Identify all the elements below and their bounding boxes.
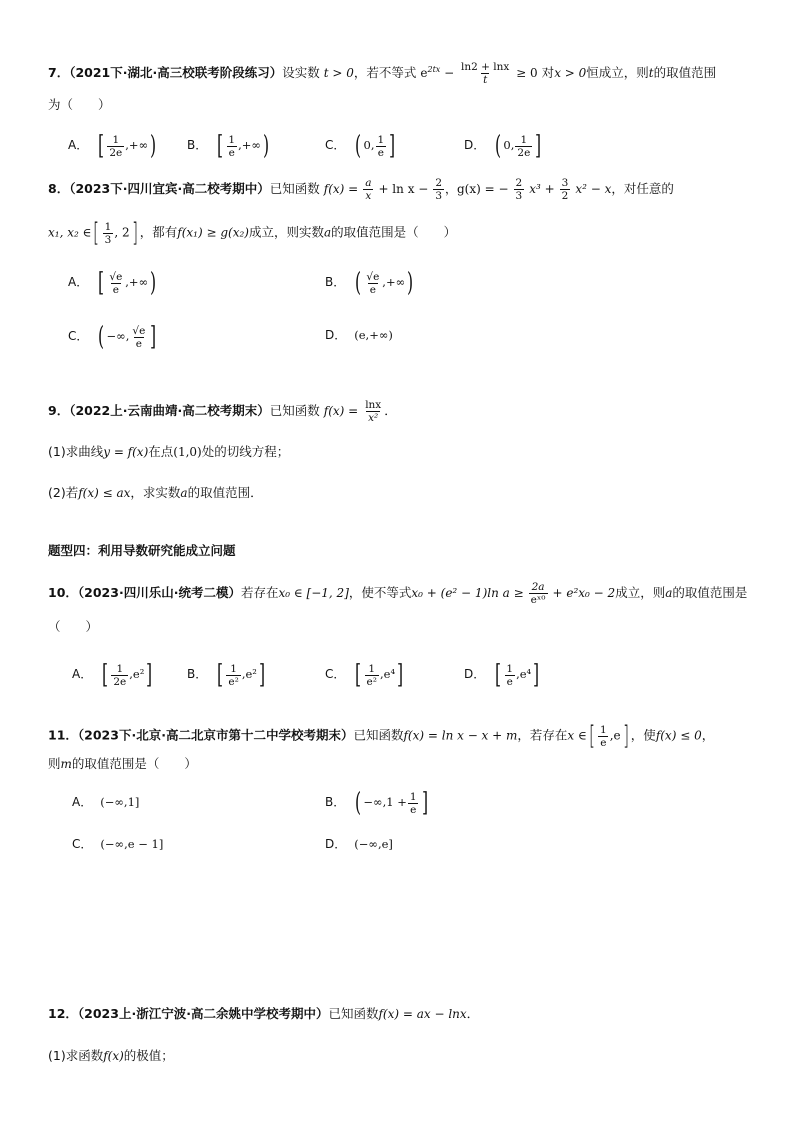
question-8-line-1: 8．（2023下·四川宜宾·高二校考期中）已知函数 f(x) = $\frac{a}{x}$ + ln x − $\frac{2}{3}$ ，g(x) = − $\frac{2}{3}$ x³ + $\frac{3}{2}$ x² − x，对任意的 <box>48 177 674 202</box>
q8-option-a[interactable]: A． [ $\frac{√e}{e}$ ,+∞) <box>68 268 157 298</box>
q7-inequality: $e^{2tx}$ − $\frac{\ln 2 + \ln x}{t}$ ≥ 0 <box>420 61 538 86</box>
question-7-line-1: 7．（2021下·湖北·高三校联考阶段练习）设实数 t > 0，若不等式 $e^{2tx}$ − $\frac{\ln 2 + \ln x}{t}$ ≥ 0 对x > 0恒成立，则t的取值范围 <box>48 61 717 86</box>
question-7-line-2: 为（ ） <box>48 97 111 112</box>
question-10-line-1: 10．（2023·四川乐山·统考二模）若存在x₀ ∈ [−1, 2]，使不等式x₀ + (e² − 1)ln a ≥ $\frac{2a}{\text{eˣ⁰}}$ + e²x₀ − 2成立，则a的取值范围是 <box>48 581 748 606</box>
question-12-part-1: (1)求函数f(x)的极值； <box>48 1048 174 1063</box>
q10-number: 10． <box>48 585 78 600</box>
q7-source: （2021下·湖北·高三校联考阶段练习） <box>69 65 283 80</box>
q12-source: （2023上·浙江宁波·高二余姚中学校考期中） <box>77 1006 329 1021</box>
q7-option-a[interactable]: A． [ $\frac{1}{2e}$ ,+∞) <box>68 131 157 161</box>
q11-option-d[interactable]: D． (−∞,e] <box>325 837 393 851</box>
q9-source: （2022上·云南曲靖·高二校考期末） <box>69 403 270 418</box>
q7-option-b[interactable]: B． [ $\frac{1}{e}$ ,+∞) <box>187 131 270 161</box>
question-9-line-1: 9．（2022上·云南曲靖·高二校考期末）已知函数 f(x) = $\frac{\ln x}{\text{x²}}$ ． <box>48 399 397 424</box>
q12-number: 12． <box>48 1006 78 1021</box>
q7-option-c[interactable]: C． ( 0, $\frac{1}{e}$ ] <box>325 131 396 161</box>
question-9-part-1: (1)求曲线y = f(x)在点(1,0)处的切线方程； <box>48 444 290 459</box>
q10-option-b[interactable]: B． [ $\frac{1}{\text{e²}}$ ,e²] <box>187 660 266 690</box>
q10-source: （2023·四川乐山·统考二模） <box>77 585 241 600</box>
q8-source: （2023下·四川宜宾·高二校考期中） <box>69 181 270 196</box>
q11-source: （2023下·北京·高二北京市第十二中学校考期末） <box>77 727 354 743</box>
q7-number: 7． <box>48 65 70 80</box>
q11-option-a[interactable]: A． (−∞,1] <box>72 795 140 809</box>
q8-number: 8． <box>48 181 70 196</box>
question-11-line-1: 11．（2023下·北京·高二北京市第十二中学校考期末）已知函数f(x) = ln x − x + m，若存在x ∈[ $\frac{1}{e}$ ,e] ，使f(x) ≤ 0， <box>48 721 715 751</box>
q8-option-c[interactable]: C． ( −∞, $\frac{√e}{e}$ ] <box>68 322 157 352</box>
q8-option-b[interactable]: B． ( $\frac{√e}{e}$ ,+∞) <box>325 268 414 298</box>
q11-option-c[interactable]: C． (−∞,e − 1] <box>72 837 164 851</box>
section-title-4: 题型四：利用导数研究能成立问题 <box>48 543 236 558</box>
question-10-line-2: （ ） <box>48 619 99 634</box>
q7-option-d[interactable]: D． ( 0, $\frac{1}{2e}$ ] <box>464 131 542 161</box>
q10-option-d[interactable]: D． [ $\frac{1}{e}$ ,e⁴] <box>464 660 540 690</box>
q11-option-b[interactable]: B． ( −∞,1 + $\frac{1}{e}$ ] <box>325 788 428 818</box>
question-8-line-2: x₁, x₂ ∈[ $\frac{1}{3}$ , 2] ，都有f(x₁) ≥ g(x₂)成立，则实数a的取值范围是（ ） <box>48 218 457 248</box>
q10-option-a[interactable]: A． [ $\frac{1}{2e}$ ,e²] <box>72 660 153 690</box>
question-12-line-1: 12．（2023上·浙江宁波·高二余姚中学校考期中）已知函数f(x) = ax − lnx． <box>48 1006 480 1021</box>
q11-number: 11． <box>48 727 78 743</box>
question-9-part-2: (2)若f(x) ≤ ax，求实数a的取值范围． <box>48 485 263 500</box>
q7-fraction: $\frac{\ln 2 + \ln x}{t}$ <box>461 61 510 86</box>
q9-number: 9． <box>48 403 70 418</box>
question-11-line-2: 则m的取值范围是（ ） <box>48 756 197 771</box>
q10-option-c[interactable]: C． [ $\frac{1}{\text{e²}}$ ,e⁴] <box>325 660 404 690</box>
q8-option-d[interactable]: D． (e,+∞) <box>325 328 393 342</box>
